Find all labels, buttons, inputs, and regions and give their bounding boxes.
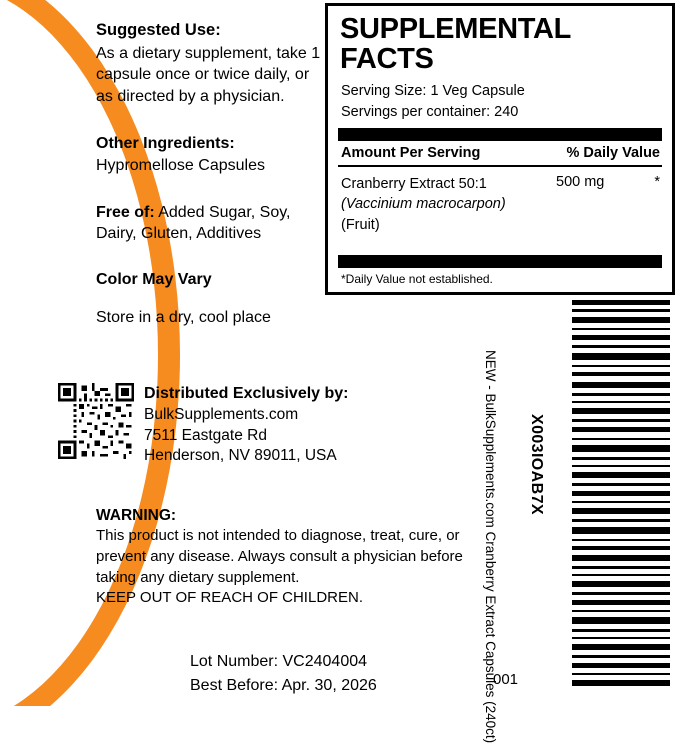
- facts-row-amount: 500 mg: [556, 173, 605, 190]
- lot-number-label: Lot Number:: [190, 653, 279, 670]
- distributor-city-state-zip: Henderson, NV 89011, USA: [144, 447, 337, 465]
- warning-title: WARNING:: [96, 507, 177, 524]
- best-before-row: [190, 674, 377, 698]
- lot-number-row: [190, 650, 377, 674]
- distributor-street: 7511 Eastgate Rd: [144, 426, 267, 444]
- free-of-text: Added Sugar, Soy, Dairy, Gluten, Additives: [96, 203, 291, 243]
- barcode-asin: X003IOAB7X: [528, 414, 545, 515]
- supplement-facts-panel: [325, 3, 675, 295]
- servings-per-container-value: 240: [494, 103, 519, 120]
- serving-size-value: 1 Veg Capsule: [430, 82, 525, 99]
- facts-row-latin-name: (Vaccinium macrocarpon): [341, 196, 506, 213]
- other-ingredients-heading: Other Ingredients:: [96, 135, 235, 153]
- amount-per-serving-header: Amount Per Serving: [341, 144, 481, 161]
- qr-code-icon: [58, 383, 134, 459]
- facts-column-headers: [338, 141, 662, 165]
- supplement-facts-title: SUPPLEMENTAL FACTS: [340, 13, 571, 76]
- daily-value-header: % Daily Value: [566, 144, 660, 161]
- free-of-block: [96, 202, 326, 245]
- distributor-block: [58, 383, 349, 467]
- facts-thick-rule-top: [338, 128, 662, 141]
- distributor-company: BulkSupplements.com: [144, 405, 299, 423]
- barcode-block: [566, 300, 670, 690]
- color-may-vary-note: Color May Vary: [96, 270, 212, 288]
- storage-instructions: Store in a dry, cool place: [96, 308, 271, 326]
- servings-per-container-label: Servings per container:: [341, 103, 491, 120]
- facts-row: [338, 167, 662, 237]
- warning-block: [96, 505, 476, 609]
- warning-keep-out: KEEP OUT OF REACH OF CHILDREN.: [96, 589, 363, 607]
- facts-row-name: Cranberry Extract 50:1: [341, 175, 487, 192]
- other-ingredients-block: [96, 133, 326, 176]
- left-info-column: [96, 18, 326, 327]
- suggested-use-heading: Suggested Use:: [96, 21, 221, 39]
- servings-per-container-row: [341, 102, 662, 123]
- warning-text: This product is not intended to diagnose, treat, cure, or prevent any disease. Always consult a physician before taking any dietary supplement.: [96, 527, 463, 586]
- best-before-label: Best Before:: [190, 677, 279, 694]
- barcode-product-description: NEW - BulkSupplements.com Cranberry Extract Capsules (240ct): [483, 350, 498, 743]
- serving-size-row: [341, 81, 662, 102]
- best-before-value: Apr. 30, 2026: [281, 677, 377, 694]
- package-code: 001: [493, 671, 519, 688]
- free-of-heading: Free of:: [96, 203, 155, 221]
- serving-size-label: Serving Size:: [341, 82, 427, 99]
- distributor-heading: Distributed Exclusively by:: [144, 385, 349, 402]
- facts-footnote: *Daily Value not established.: [341, 271, 493, 286]
- facts-row-name-group: [341, 174, 556, 235]
- facts-thick-rule-bottom: [338, 255, 662, 268]
- lot-number-value: VC2404004: [282, 653, 368, 670]
- suggested-use-text: As a dietary supplement, take 1 capsule once or twice daily, or as directed by a physician.: [96, 44, 321, 105]
- barcode-icon: [566, 300, 670, 690]
- distributor-text: [144, 383, 349, 467]
- lot-info: [190, 650, 377, 698]
- other-ingredients-text: Hypromellose Capsules: [96, 156, 265, 174]
- suggested-use-block: [96, 20, 326, 107]
- facts-row-daily-value: *: [654, 173, 660, 190]
- facts-row-plant-part: (Fruit): [341, 216, 380, 233]
